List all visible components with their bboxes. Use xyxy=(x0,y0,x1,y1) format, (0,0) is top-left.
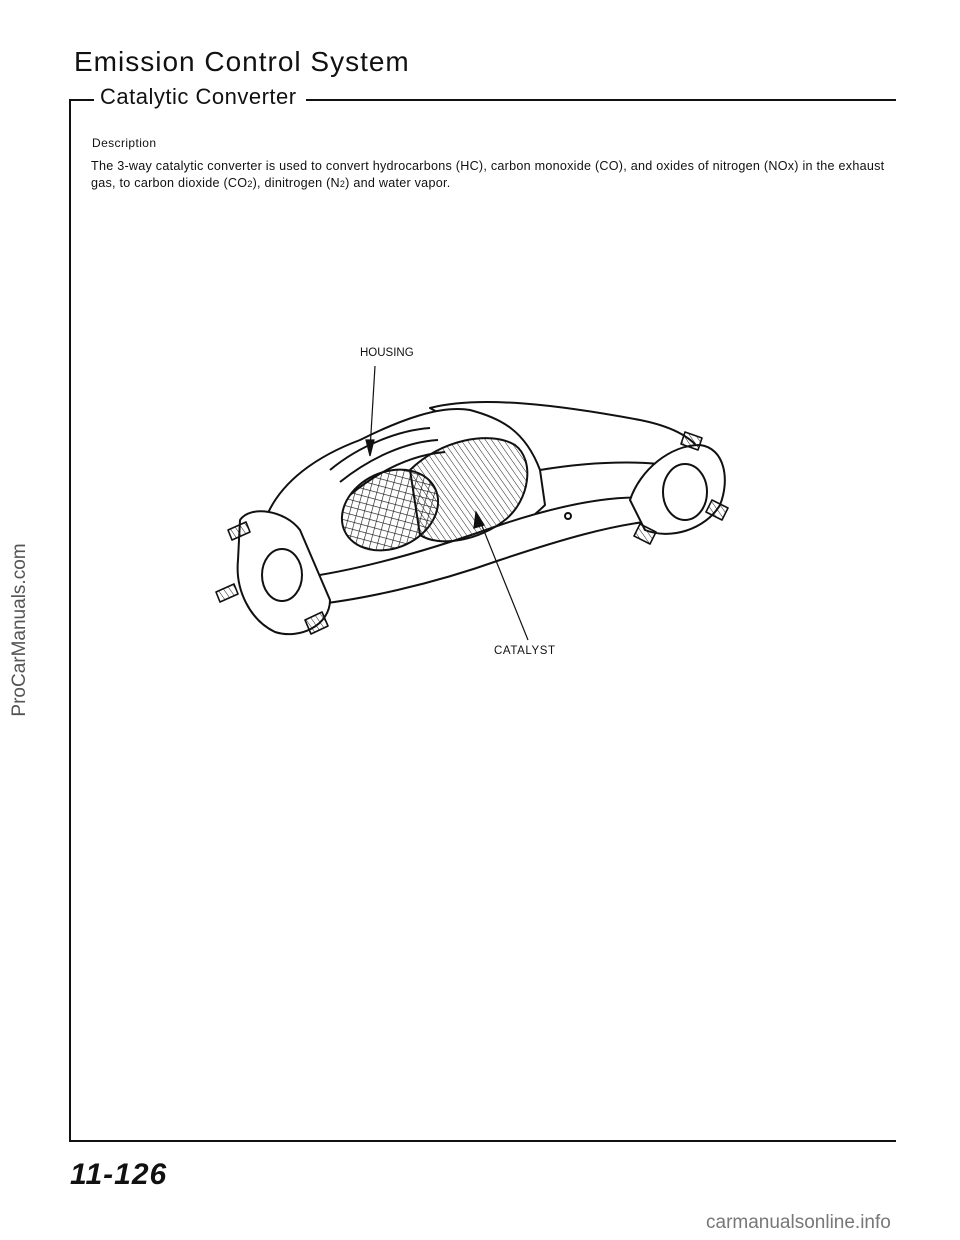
subscript-n2: 2 xyxy=(339,179,346,189)
watermark-side-text: ProCarManuals.com xyxy=(9,543,30,717)
catalytic-converter-illustration xyxy=(200,360,760,660)
section-rule-bottom xyxy=(69,1140,896,1142)
description-text-2: ), dinitrogen (N xyxy=(252,176,340,190)
watermark-bottom: carmanualsonline.info xyxy=(706,1212,891,1233)
chapter-title: Emission Control System xyxy=(74,46,410,77)
section-rule-right-segment xyxy=(306,99,896,101)
description-heading: Description xyxy=(92,136,157,150)
section-rule-left-segment xyxy=(70,99,94,101)
catalyst-label: CATALYST xyxy=(494,645,556,657)
section-title: Catalytic Converter xyxy=(98,84,303,110)
page-number: 11-126 xyxy=(70,1158,168,1191)
description-text-1: The 3-way catalytic converter is used to convert hydrocarbons (HC), carbon monoxide (CO), and oxides of nitrogen (NOx) in the exhaust gas, to carbon dioxide (CO xyxy=(91,159,885,190)
description-text-3: ) and water vapor. xyxy=(345,176,451,190)
subscript-co2: 2 xyxy=(247,179,253,189)
description-paragraph xyxy=(91,158,891,193)
housing-label: HOUSING xyxy=(360,347,414,359)
watermark-side xyxy=(0,0,40,1240)
section-rule-vertical xyxy=(69,99,71,1141)
